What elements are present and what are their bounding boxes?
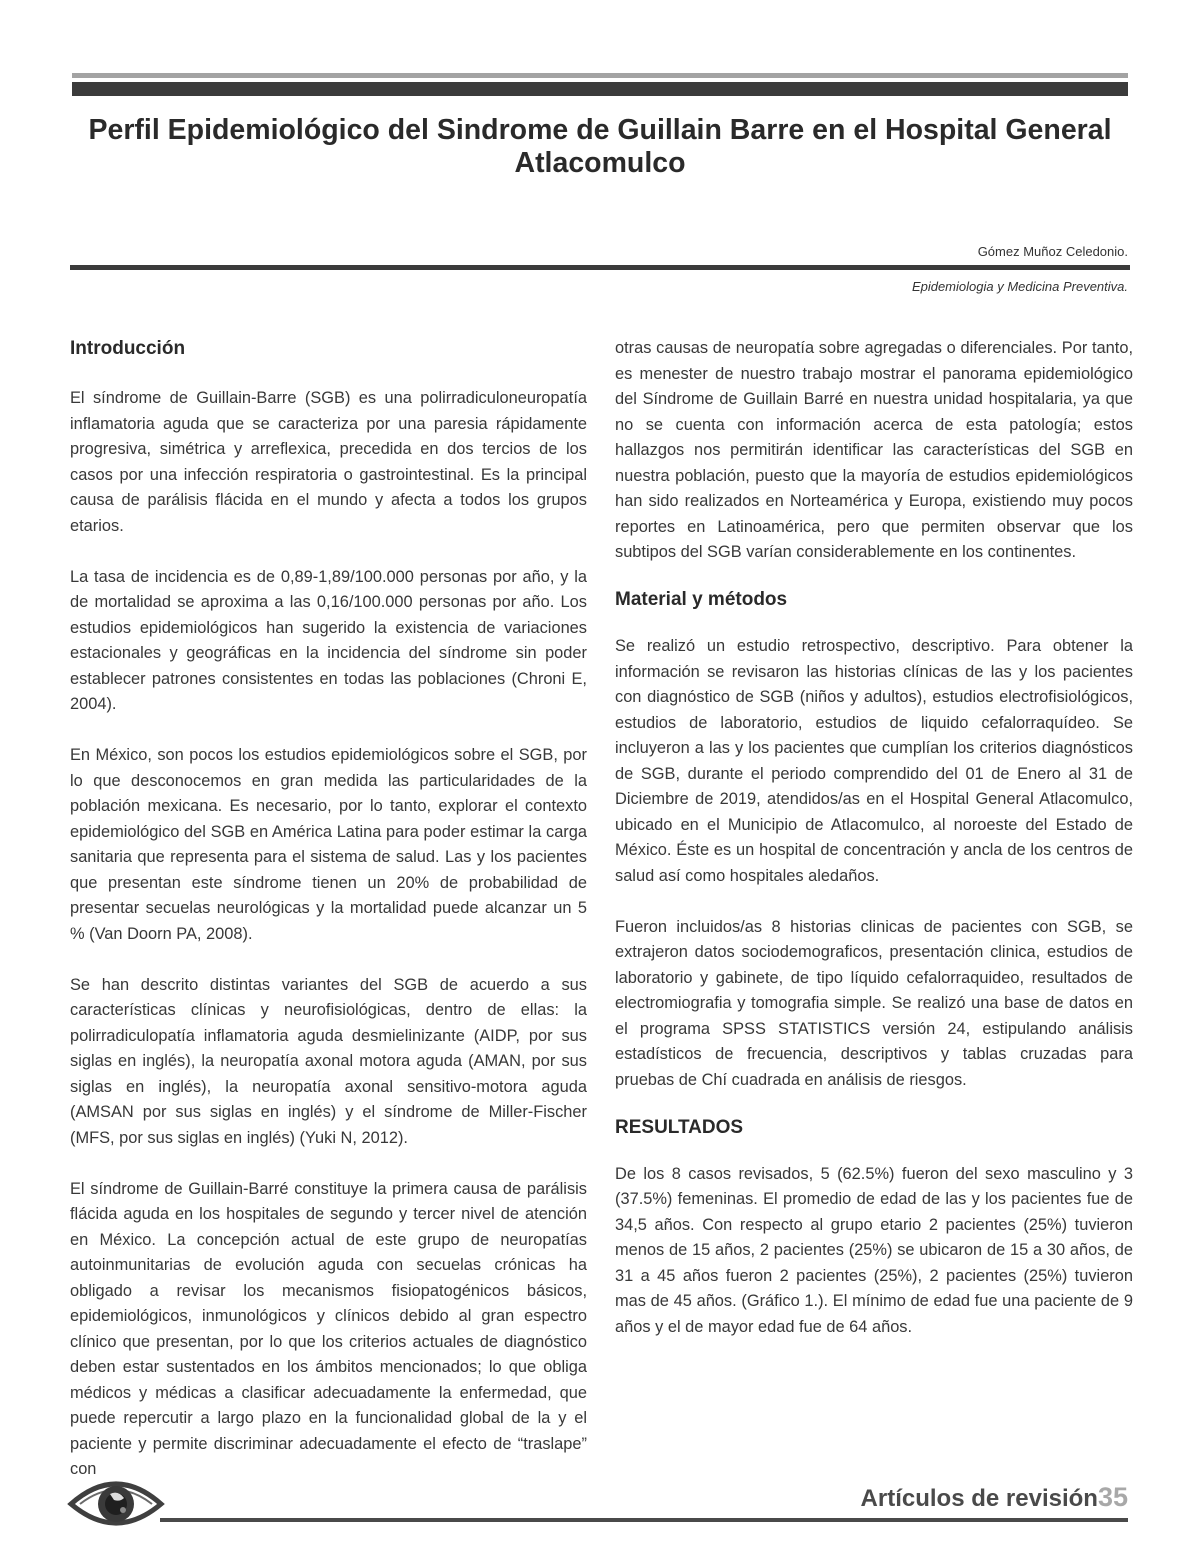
introduccion-paragraph: El síndrome de Guillain-Barré constituye la primera causa de parálisis flácida aguda en los hospitales de segundo y tercer nivel de atención en México. La concepción actual de este grupo de neuropatías autoinmunitarias de evolución aguda con secuelas crónicas ha obligado a revisar los mecanismos fisiopatogénicos básicos, epidemiológicos, inmunológicos y clínicos debido al gran espectro clínico que presentan, por lo que los criterios actuales de diagnóstico deben estar sustentados en los ámbitos mencionados; lo que obliga médicos y médicas a clasificar adecuadamente la enfermedad, que puede repercutir a largo plazo en la funcionalidad global de la y el paciente y permite discriminar adecuadamente el efecto de “traslape” con: [70, 1179, 587, 1478]
resultados-heading: RESULTADOS: [615, 1116, 744, 1138]
introduccion-paragraph: Se han descrito distintas variantes del SGB de acuerdo a sus características clínicas y neurofisiológicas, dentro de ellas: la polirradiculopatía inflamatoria aguda desmielinizante (AIDP, por sus siglas en inglés), la neuropatía axonal motora aguda (AMAN, por sus siglas en inglés), la neuropatía axonal sensitivo-motora aguda (AMSAN por sus siglas en inglés) y el síndrome de Miller-Fischer (MFS, por sus siglas en inglés) (Yuki N, 2012).: [70, 975, 587, 1147]
author-name: Gómez Muñoz Celedonio.: [977, 244, 1128, 259]
material-metodos-paragraph: Fueron incluidos/as 8 historias clinicas de pacientes con SGB, se extrajeron datos sociodemograficos, presentación clinica, estudios de laboratorio y gabinete, de tipo líquido cefalorraquideo, resultados de electromiografia y tomografia simple. Se realizó una base de datos en el programa SPSS STATISTICS versión 24, estipulando análisis estadísticos de frecuencia, descriptivos y tablas cruzadas para pruebas de Chí cuadrada en análisis de riesgos.: [615, 917, 1133, 1089]
footer-section-label: Artículos de revisión: [860, 1485, 1098, 1512]
introduccion-heading: Introducción: [70, 338, 186, 359]
introduccion-paragraph: En México, son pocos los estudios epidemiológicos sobre el SGB, por lo que desconocemos en gran medida las particularidades de la población mexicana. Es necesario, por lo tanto, explorar el contexto epidemiológico del SGB en América Latina para poder estimar la carga sanitaria que representa para el sistema de salud. Las y los pacientes que presentan este síndrome tienen un 20% de probabilidad de presentar secuelas neurológicas y la mortalidad puede alcanzar un 5 % (Van Doorn PA, 2008).: [70, 746, 587, 943]
page-number: 35: [1097, 1482, 1128, 1512]
introduccion-paragraph: El síndrome de Guillain-Barre (SGB) es una polirradiculoneuropatía inflamatoria aguda que se caracteriza por una paresia rápidamente progresiva, simétrica y arreflexica, precedida en dos tercios de los casos por una infección respiratoria o gastrointestinal. Es la principal causa de parálisis flácida en el mundo y afecta a todos los grupos etarios.: [70, 389, 587, 535]
header-thin-rule: [72, 73, 1128, 78]
department-name: Epidemiologia y Medicina Preventiva.: [911, 279, 1128, 294]
column-left: [70, 336, 587, 1508]
column-right: [615, 336, 1133, 1366]
author-rule: [70, 265, 1130, 270]
resultados-paragraph: De los 8 casos revisados, 5 (62.5%) fueron del sexo masculino y 3 (37.5%) femeninas. El promedio de edad de las y los pacientes fue de 34,5 años. Con respecto al grupo etario 2 pacientes (25%) tuvieron menos de 15 años, 2 pacientes (25%) se ubicaron de 15 a 30 años, de 31 a 45 años fueron 2 pacientes (25%), 2 pacientes (25%) tuvieron mas de 45 años. (Gráfico 1.). El mínimo de edad fue una paciente de 9 años y el de mayor edad fue de 64 años.: [615, 1164, 1133, 1336]
article-title: Perfil Epidemiológico del Sindrome de Guillain Barre en el Hospital General Atlacomulco: [88, 114, 1112, 179]
material-metodos-heading: Material y métodos: [615, 589, 788, 610]
introduccion-continuation-paragraph: otras causas de neuropatía sobre agregadas o diferenciales. Por tanto, es menester de nuestro trabajo mostrar el panorama epidemiológico del Síndrome de Guillain Barré en nuestra unidad hospitalaria, ya que no se cuenta con información acerca de esta patología; estos hallazgos nos permitirán identificar las características del SGB en nuestra población, puesto que la mayoría de estudios epidemiológicos han sido realizados en Norteamérica y Europa, existiendo muy pocos reportes en Latinoamérica, pero que permiten observar que los subtipos del SGB varían considerablemente en los continentes.: [615, 339, 1133, 561]
footer-rule: [160, 1518, 1128, 1522]
header-thick-rule: [72, 82, 1128, 96]
footer-running-title: [861, 1482, 1128, 1513]
eye-logo-icon: [66, 1468, 166, 1538]
article-body: [70, 336, 1133, 1478]
introduccion-paragraph: La tasa de incidencia es de 0,89-1,89/100.000 personas por año, y la de mortalidad se aproxima a las 0,16/100.000 personas por año. Los estudios epidemiológicos han sugerido la existencia de variaciones estacionales y geográficas en la incidencia del síndrome sin poder establecer patrones consistentes en todas las poblaciones (Chroni E, 2004).: [70, 567, 587, 713]
material-metodos-paragraph: Se realizó un estudio retrospectivo, descriptivo. Para obtener la información se revisaron las historias clínicas de las y los pacientes con diagnóstico de SGB (niños y adultos), estudios electrofisiológicos, estudios de laboratorio, estudios de liquido cefalorraquídeo. Se incluyeron a las y los pacientes que cumplían los criterios diagnósticos de SGB, durante el periodo comprendido del 01 de Enero al 31 de Diciembre de 2019, atendidos/as en el Hospital General Atlacomulco, ubicado en el Municipio de Atlacomulco, al noroeste del Estado de México. Éste es un hospital de concentración y ancla de los centros de salud así como hospitales aledaños.: [615, 637, 1133, 885]
